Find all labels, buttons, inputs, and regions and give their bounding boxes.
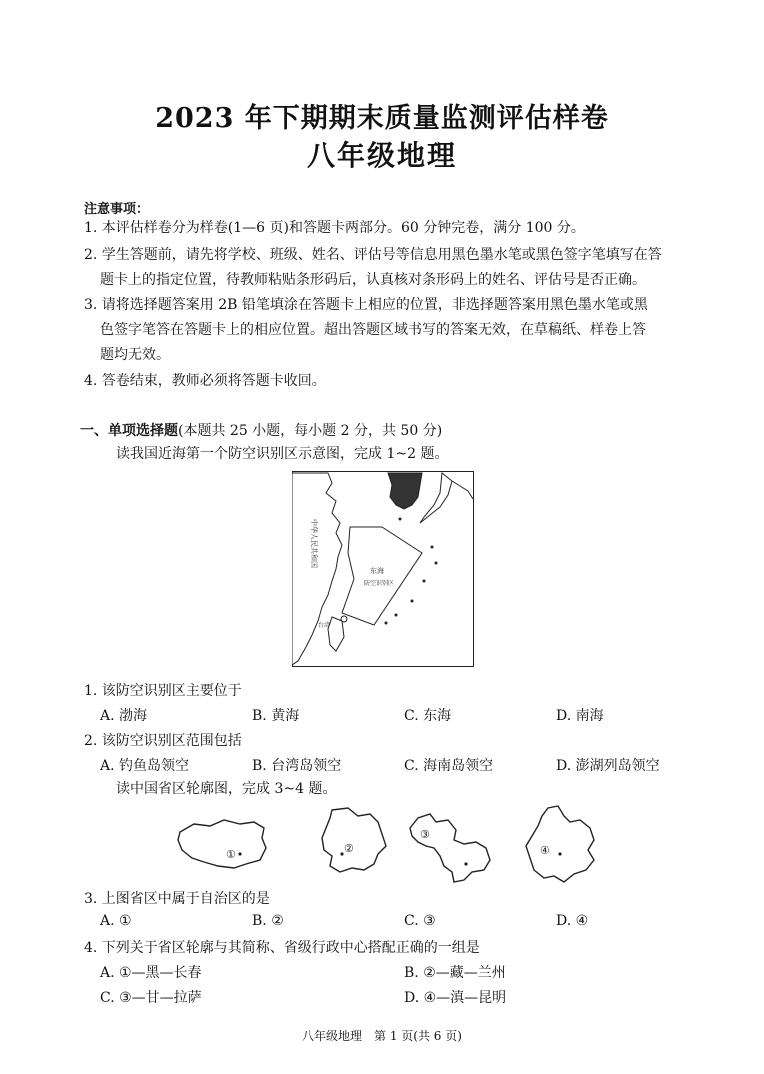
question-4-stem: 4. 下列关于省区轮廓与其简称、省级行政中心搭配正确的一组是 [84,940,480,956]
q4-option-b: B. ②—藏—兰州 [404,965,506,981]
note-line-3: 3. 请将选择题答案用 2B 铅笔填涂在答题卡上相应的位置，非选择题答案用黑色墨水笔或黑 [84,297,648,313]
intro-q1-2: 读我国近海第一个防空识别区示意图，完成 1~2 题。 [116,446,449,462]
note-line-3b: 色签字笔答在答题卡上的相应位置。超出答题区域书写的答案无效，在草稿纸、样卷上答 [100,322,646,338]
note-line-2b: 题卡上的指定位置，待教师粘贴条形码后，认真核对条形码上的姓名、评估号是否正确。 [100,272,646,288]
note-line-4: 4. 答卷结束，教师必须将答题卡收回。 [84,373,326,389]
map-label-taiwan: 台湾 [318,622,331,629]
province-outline-2 [312,806,390,878]
section-title: 一、单项选择题 [80,423,178,439]
page-footer: 八年级地理 第 1 页(共 6 页) [302,1029,462,1043]
map-label-adiz: 防空识别区 [364,580,395,587]
q1-option-d: D. 南海 [556,708,604,724]
question-2-stem: 2. 该防空识别区范围包括 [84,733,242,749]
q4-option-a: A. ①—黑—长春 [100,965,202,981]
province-outline-4 [520,804,602,886]
note-line-3c: 题均无效。 [100,347,170,363]
q3-option-b: B. ② [252,913,284,929]
map-label-china: 中华人民共和国 [310,519,318,568]
q3-option-a: A. ① [100,913,132,929]
notes-heading: 注意事项： [84,202,150,217]
province-outline-3 [404,808,496,886]
section-desc: (本题共 25 小题，每小题 2 分，共 50 分) [178,423,443,439]
q2-option-d: D. 澎湖列岛领空 [556,758,660,774]
q4-option-c: C. ③—甘—拉萨 [100,990,202,1006]
question-3-stem: 3. 上图省区中属于自治区的是 [84,891,270,907]
province-outline-1 [174,814,270,874]
section-heading [80,420,442,440]
q4-option-d: D. ④—滇—昆明 [404,990,507,1006]
intro-q3-4: 读中国省区轮廓图，完成 3~4 题。 [116,781,337,797]
note-line-2: 2. 学生答题前，请先将学校、班级、姓名、评估号等信息用黑色墨水笔或黑色签字笔填写在答 [84,247,662,263]
province-label-3: ③ [420,828,430,841]
exam-subtitle: 八年级地理 [306,139,457,172]
q3-option-d: D. ④ [556,913,589,929]
q2-option-b: B. 台湾岛领空 [252,758,342,774]
note-line-1: 1. 本评估样卷分为样卷(1—6 页)和答题卡两部分。60 分钟完卷，满分 100 分。 [84,220,585,236]
adiz-map [292,471,474,667]
province-label-1: ① [226,848,236,861]
province-label-4: ④ [540,844,550,857]
q1-option-b: B. 黄海 [252,708,300,724]
map-label-east-sea: 东海 [370,567,384,575]
q3-option-c: C. ③ [404,913,436,929]
q2-option-c: C. 海南岛领空 [404,758,494,774]
exam-title: 2023 年下期期末质量监测评估样卷 [155,103,609,134]
province-label-2: ② [344,842,354,855]
question-1-stem: 1. 该防空识别区主要位于 [84,683,242,699]
q1-option-c: C. 东海 [404,708,452,724]
q2-option-a: A. 钓鱼岛领空 [100,758,190,774]
q1-option-a: A. 渤海 [100,708,148,724]
